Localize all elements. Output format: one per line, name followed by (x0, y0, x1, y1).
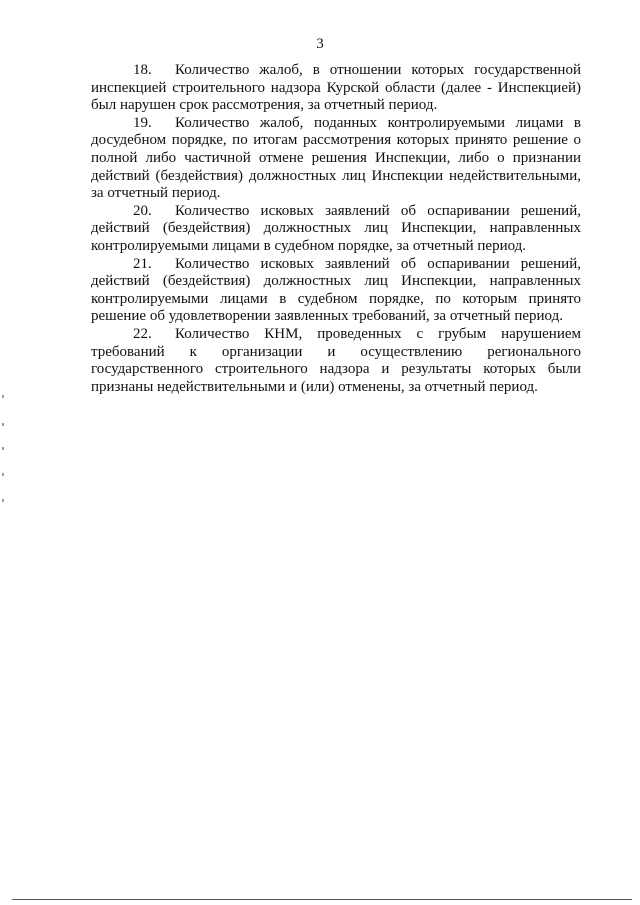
item-text: Количество исковых заявлений об оспаривании решений, действий (бездействия) должностных лиц Инспекции, направленных контролируемыми лицами в судебном порядке, за отчетный период. (91, 202, 581, 254)
item-text: Количество исковых заявлений об оспаривании решений, действий (бездействия) должностных лиц Инспекции, направленных контролируемыми лицами в судебном порядке, по которым принято решение об удовлетворении заявленных требований, за отчетный период. (91, 255, 581, 325)
scan-bottom-edge (12, 899, 632, 900)
item-number: 18. (133, 62, 152, 78)
list-item (91, 326, 581, 396)
item-text: Количество КНМ, проведенных с грубым нарушением требований к организации и осуществлению регионального государственного строительного надзора и результаты которых были признаны недействительными и (или) отменены, за отчетный период. (91, 325, 581, 395)
scan-edge-marks (2, 395, 6, 505)
page-number: 3 (316, 36, 324, 52)
item-number: 22. (133, 325, 152, 342)
item-text: Количество жалоб, в отношении которых государственной инспекцией строительного надзора Курской области (далее - Инспекцией) был нарушен срок рассмотрения, за отчетный период. (91, 62, 581, 114)
item-number: 19. (133, 114, 152, 131)
list-item (91, 203, 581, 256)
list-item (91, 115, 581, 203)
list-item (91, 62, 581, 115)
item-number: 20. (133, 202, 152, 219)
item-number: 21. (133, 255, 152, 272)
item-text: Количество жалоб, поданных контролируемыми лицами в досудебном порядке, по итогам рассмотрения которых принято решение о полной либо частичной отмене решения Инспекции, либо о признании действий (бездействия) должностных лиц Инспекции недействительными, за отчетный период. (91, 114, 581, 202)
list-item (91, 256, 581, 326)
document-body (91, 62, 581, 396)
